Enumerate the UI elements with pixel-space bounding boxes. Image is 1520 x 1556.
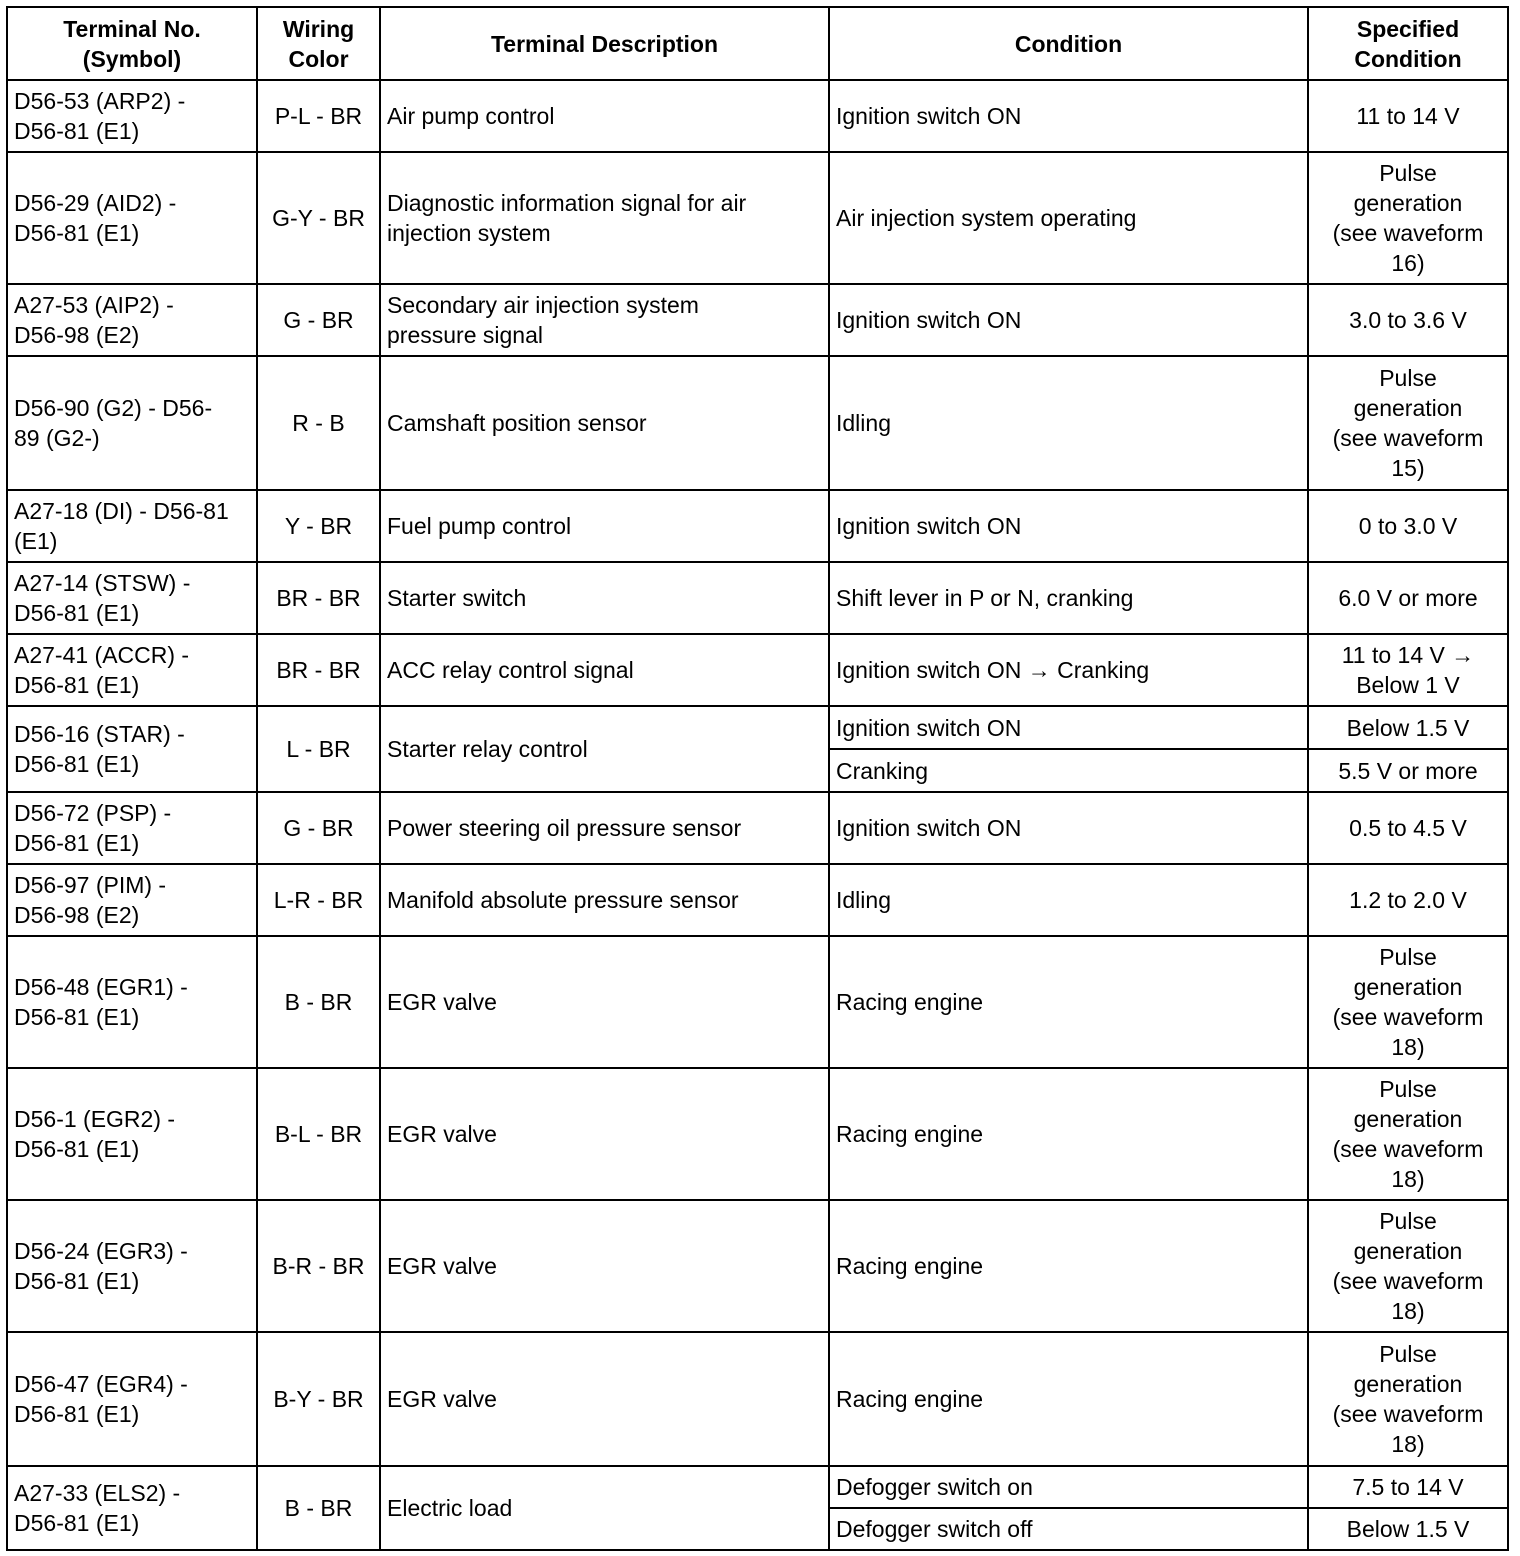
specified-condition-cell: 0 to 3.0 V bbox=[1308, 490, 1508, 562]
description-cell: Secondary air injection system pressure signal bbox=[380, 284, 829, 356]
condition-cell: Ignition switch ON bbox=[829, 792, 1308, 864]
terminal-cell: D56-53 (ARP2) - D56-81 (E1) bbox=[7, 80, 257, 152]
terminal-cell: D56-72 (PSP) - D56-81 (E1) bbox=[7, 792, 257, 864]
table-row bbox=[7, 490, 1508, 562]
terminal-cell: A27-33 (ELS2) - D56-81 (E1) bbox=[7, 1466, 257, 1550]
specified-condition-cell: 0.5 to 4.5 V bbox=[1308, 792, 1508, 864]
table-row bbox=[7, 152, 1508, 284]
terminal-cell: D56-24 (EGR3) - D56-81 (E1) bbox=[7, 1200, 257, 1332]
wiring-color-cell: B-Y - BR bbox=[257, 1332, 380, 1466]
wiring-color-cell: BR - BR bbox=[257, 634, 380, 706]
table-row bbox=[7, 1200, 1508, 1332]
table-row bbox=[7, 1332, 1508, 1466]
wiring-color-cell: B-L - BR bbox=[257, 1068, 380, 1200]
header-wiring-color: Wiring Color bbox=[257, 7, 380, 80]
description-cell: Starter relay control bbox=[380, 706, 829, 792]
wiring-color-cell: B - BR bbox=[257, 1466, 380, 1550]
table-row bbox=[7, 284, 1508, 356]
description-cell: Electric load bbox=[380, 1466, 829, 1550]
condition-cell: Racing engine bbox=[829, 1200, 1308, 1332]
terminal-cell: D56-47 (EGR4) - D56-81 (E1) bbox=[7, 1332, 257, 1466]
condition-cell: Ignition switch ON bbox=[829, 490, 1308, 562]
description-cell: Manifold absolute pressure sensor bbox=[380, 864, 829, 936]
description-cell: EGR valve bbox=[380, 1068, 829, 1200]
terminal-cell: D56-1 (EGR2) - D56-81 (E1) bbox=[7, 1068, 257, 1200]
terminal-cell: D56-90 (G2) - D56- 89 (G2-) bbox=[7, 356, 257, 490]
condition-cell: Ignition switch ON bbox=[829, 80, 1308, 152]
condition-cell: Idling bbox=[829, 864, 1308, 936]
wiring-color-cell: BR - BR bbox=[257, 562, 380, 634]
specified-condition-cell: 7.5 to 14 V bbox=[1308, 1466, 1508, 1508]
table-body bbox=[7, 80, 1508, 1550]
terminal-cell: D56-97 (PIM) - D56-98 (E2) bbox=[7, 864, 257, 936]
wiring-color-cell: B-R - BR bbox=[257, 1200, 380, 1332]
wiring-color-cell: G - BR bbox=[257, 284, 380, 356]
terminal-cell: A27-18 (DI) - D56-81 (E1) bbox=[7, 490, 257, 562]
specified-condition-cell: 11 to 14 V bbox=[1308, 80, 1508, 152]
terminal-cell: A27-41 (ACCR) - D56-81 (E1) bbox=[7, 634, 257, 706]
wiring-color-cell: G - BR bbox=[257, 792, 380, 864]
table-row bbox=[7, 356, 1508, 490]
wiring-color-cell: B - BR bbox=[257, 936, 380, 1068]
condition-cell: Idling bbox=[829, 356, 1308, 490]
terminal-cell: D56-48 (EGR1) - D56-81 (E1) bbox=[7, 936, 257, 1068]
header-row bbox=[7, 7, 1508, 80]
description-cell: Diagnostic information signal for air injection system bbox=[380, 152, 829, 284]
condition-cell: Cranking bbox=[829, 749, 1308, 792]
header-terminal: Terminal No. (Symbol) bbox=[7, 7, 257, 80]
terminal-cell: A27-53 (AIP2) - D56-98 (E2) bbox=[7, 284, 257, 356]
specified-condition-cell: 5.5 V or more bbox=[1308, 749, 1508, 792]
condition-cell: Ignition switch ON bbox=[829, 284, 1308, 356]
specified-condition-cell: 1.2 to 2.0 V bbox=[1308, 864, 1508, 936]
wiring-color-cell: P-L - BR bbox=[257, 80, 380, 152]
table-row bbox=[7, 792, 1508, 864]
table-row bbox=[7, 1068, 1508, 1200]
condition-cell: Defogger switch on bbox=[829, 1466, 1308, 1508]
specified-condition-cell: Pulse generation (see waveform 18) bbox=[1308, 1332, 1508, 1466]
specified-condition-cell: Below 1.5 V bbox=[1308, 706, 1508, 749]
header-specified-condition: Specified Condition bbox=[1308, 7, 1508, 80]
specified-condition-cell: Pulse generation (see waveform 18) bbox=[1308, 936, 1508, 1068]
description-cell: EGR valve bbox=[380, 1200, 829, 1332]
description-cell: ACC relay control signal bbox=[380, 634, 829, 706]
condition-cell: Ignition switch ON bbox=[829, 706, 1308, 749]
specified-condition-cell: Pulse generation (see waveform 18) bbox=[1308, 1068, 1508, 1200]
specified-condition-cell: 3.0 to 3.6 V bbox=[1308, 284, 1508, 356]
condition-cell: Shift lever in P or N, cranking bbox=[829, 562, 1308, 634]
table-row bbox=[7, 706, 1508, 749]
description-cell: Air pump control bbox=[380, 80, 829, 152]
wiring-color-cell: G-Y - BR bbox=[257, 152, 380, 284]
header-condition: Condition bbox=[829, 7, 1308, 80]
table-row bbox=[7, 936, 1508, 1068]
condition-cell: Air injection system operating bbox=[829, 152, 1308, 284]
condition-cell: Racing engine bbox=[829, 936, 1308, 1068]
table-row bbox=[7, 562, 1508, 634]
terminal-cell: A27-14 (STSW) - D56-81 (E1) bbox=[7, 562, 257, 634]
header-terminal-description: Terminal Description bbox=[380, 7, 829, 80]
specified-condition-cell: 11 to 14 V → Below 1 V bbox=[1308, 634, 1508, 706]
specified-condition-cell: Pulse generation (see waveform 18) bbox=[1308, 1200, 1508, 1332]
condition-cell: Racing engine bbox=[829, 1332, 1308, 1466]
specified-condition-cell: Pulse generation (see waveform 15) bbox=[1308, 356, 1508, 490]
description-cell: Starter switch bbox=[380, 562, 829, 634]
terminal-cell: D56-29 (AID2) - D56-81 (E1) bbox=[7, 152, 257, 284]
wiring-color-cell: R - B bbox=[257, 356, 380, 490]
description-cell: EGR valve bbox=[380, 1332, 829, 1466]
table-row bbox=[7, 1466, 1508, 1508]
condition-cell: Racing engine bbox=[829, 1068, 1308, 1200]
specified-condition-cell: Below 1.5 V bbox=[1308, 1508, 1508, 1550]
wiring-color-cell: L-R - BR bbox=[257, 864, 380, 936]
description-cell: Camshaft position sensor bbox=[380, 356, 829, 490]
description-cell: Power steering oil pressure sensor bbox=[380, 792, 829, 864]
condition-cell: Defogger switch off bbox=[829, 1508, 1308, 1550]
description-cell: EGR valve bbox=[380, 936, 829, 1068]
table-row bbox=[7, 634, 1508, 706]
description-cell: Fuel pump control bbox=[380, 490, 829, 562]
terminal-cell: D56-16 (STAR) - D56-81 (E1) bbox=[7, 706, 257, 792]
specified-condition-cell: Pulse generation (see waveform 16) bbox=[1308, 152, 1508, 284]
condition-cell: Ignition switch ON → Cranking bbox=[829, 634, 1308, 706]
table-row bbox=[7, 80, 1508, 152]
specified-condition-cell: 6.0 V or more bbox=[1308, 562, 1508, 634]
table-row bbox=[7, 864, 1508, 936]
wiring-color-cell: Y - BR bbox=[257, 490, 380, 562]
terminal-table bbox=[6, 6, 1509, 1551]
wiring-color-cell: L - BR bbox=[257, 706, 380, 792]
